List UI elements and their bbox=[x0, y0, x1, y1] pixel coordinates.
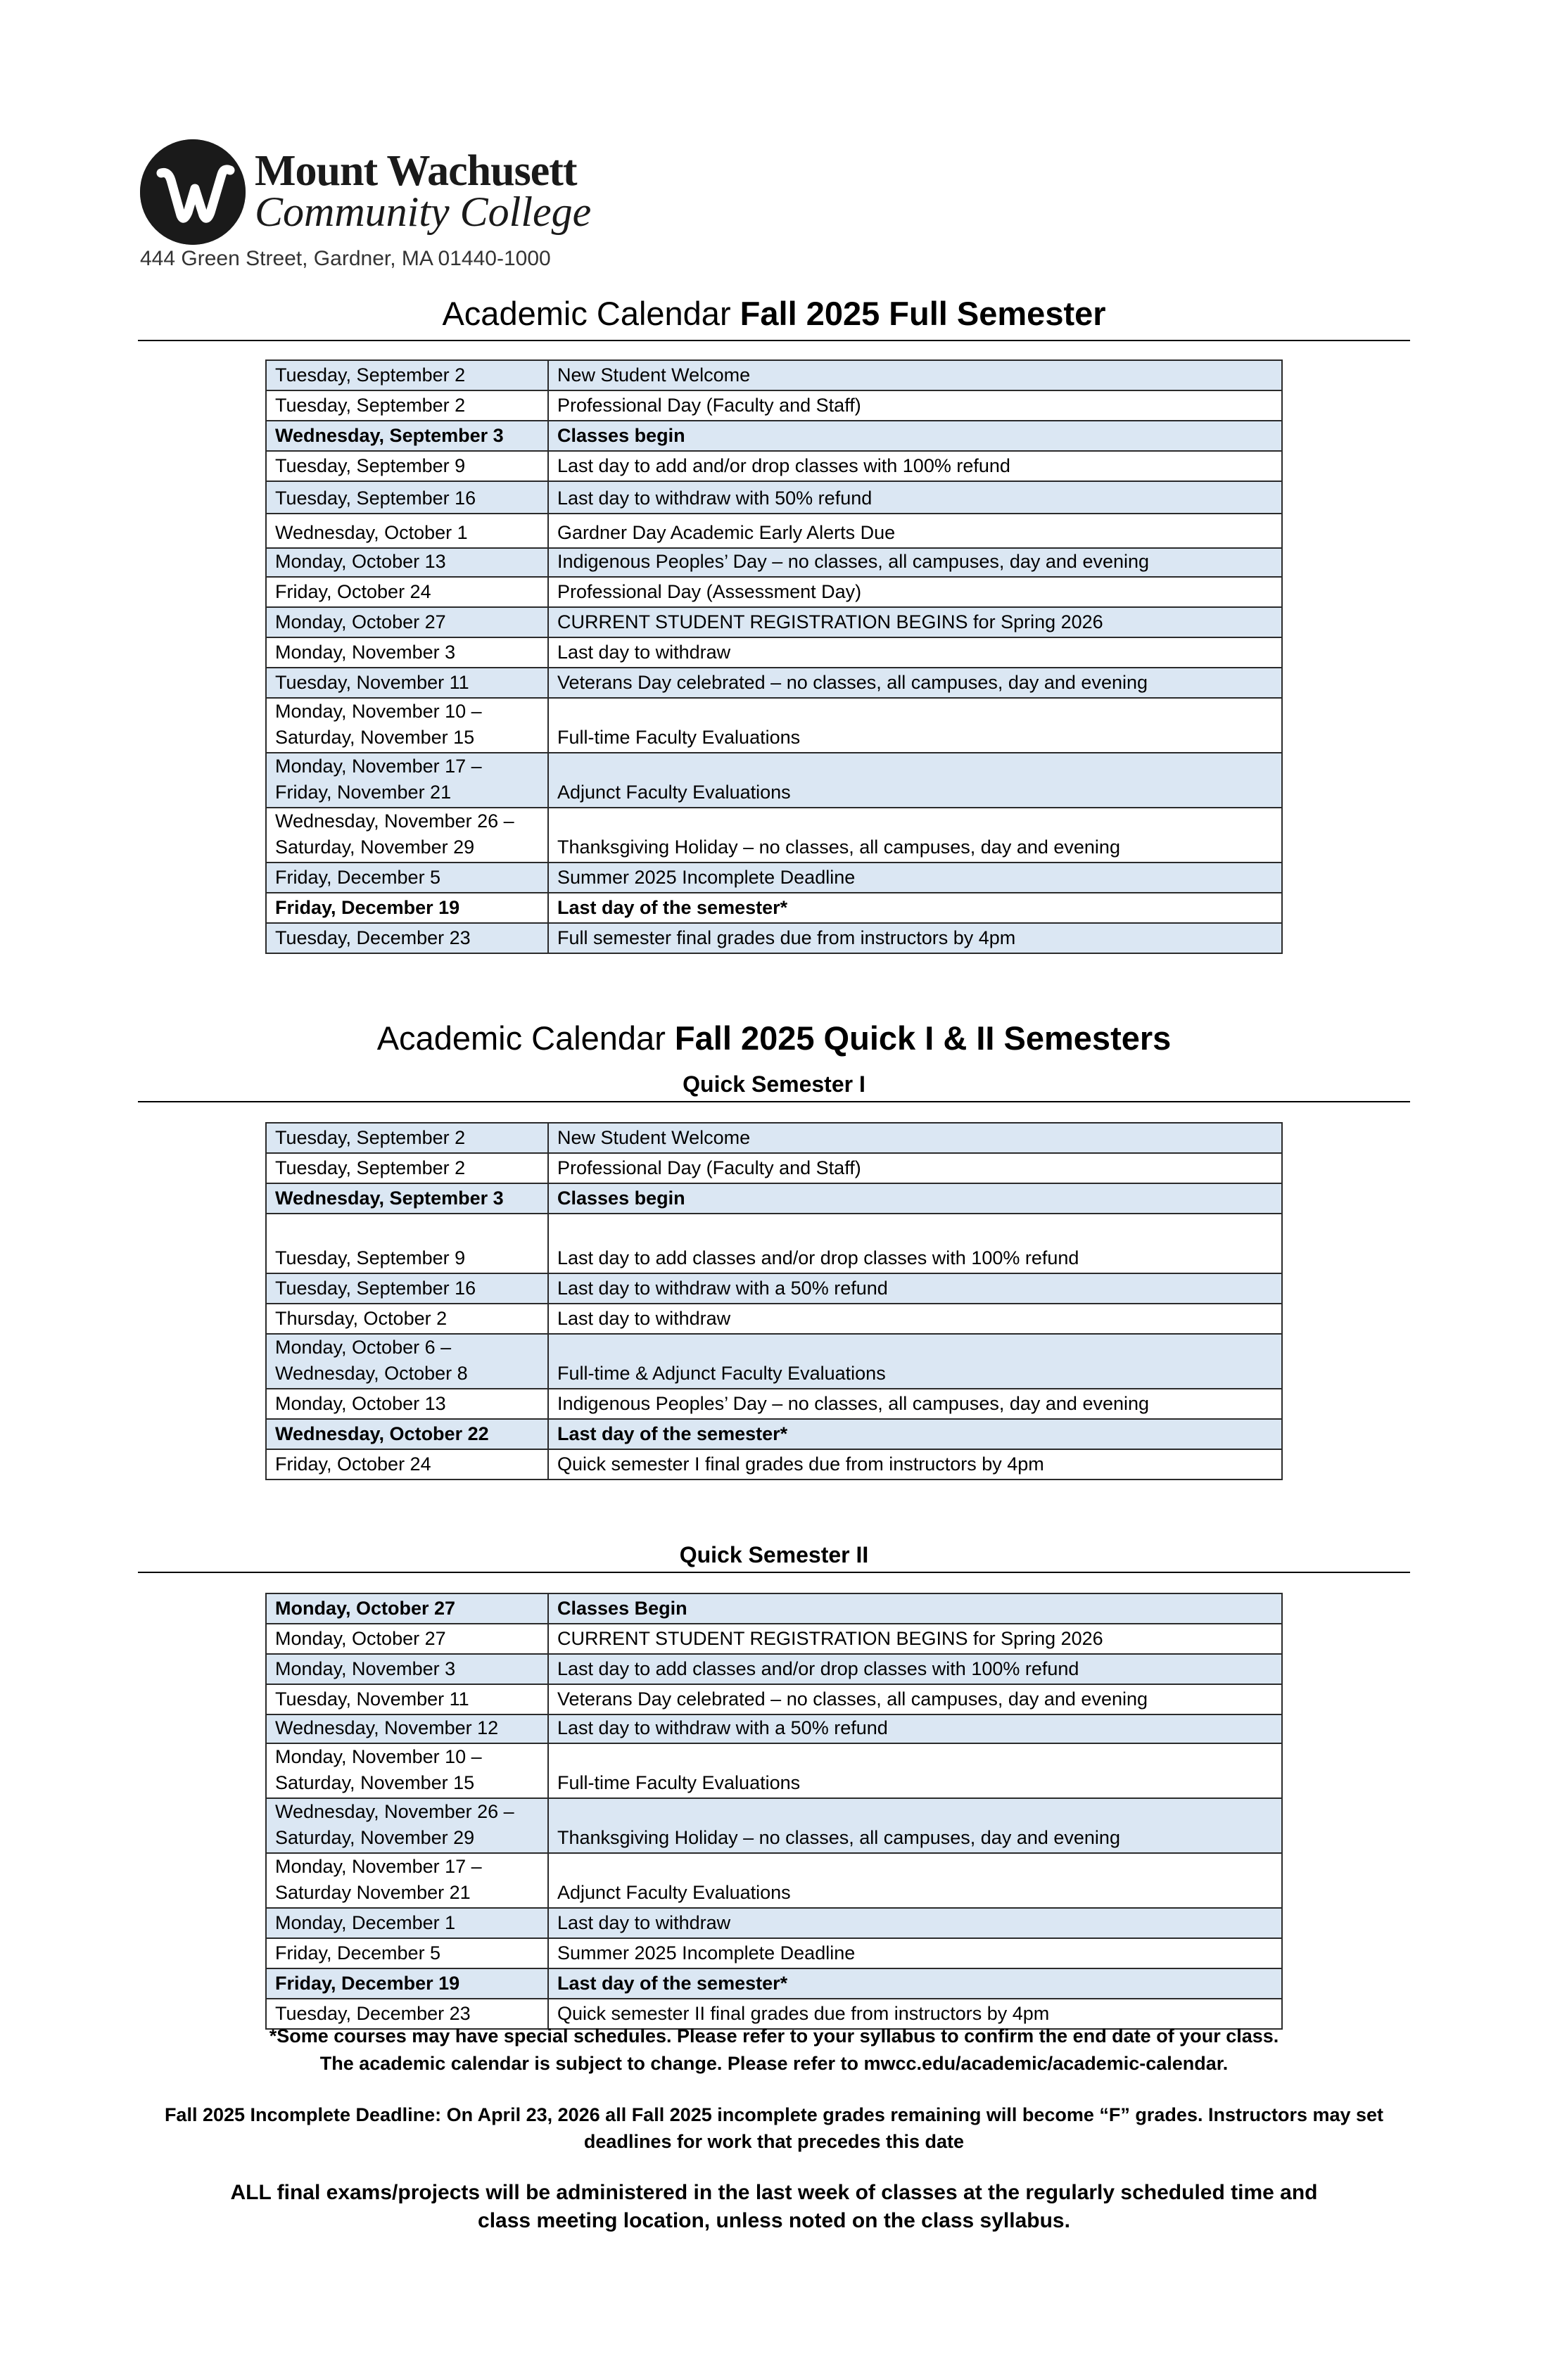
table-row bbox=[266, 1123, 1282, 1153]
row-date: Saturday, November 29 bbox=[275, 836, 475, 858]
row-date: Monday, December 1 bbox=[275, 1912, 456, 1933]
row-date: Wednesday, October 22 bbox=[275, 1423, 489, 1444]
row-date: Monday, October 27 bbox=[275, 1628, 446, 1649]
quick-semester-1-table bbox=[265, 1122, 1283, 1480]
row-date: Monday, November 10 – bbox=[275, 1746, 482, 1767]
row-event: Adjunct Faculty Evaluations bbox=[557, 782, 791, 803]
row-event: Last day to add and/or drop classes with 100% refund bbox=[557, 455, 1010, 476]
row-date: Tuesday, September 9 bbox=[275, 1247, 466, 1268]
row-date: Saturday November 21 bbox=[275, 1882, 471, 1903]
row-date: Tuesday, September 2 bbox=[275, 364, 466, 386]
quick-semester-2-table bbox=[265, 1593, 1283, 2030]
row-date: Tuesday, September 2 bbox=[275, 1157, 466, 1178]
row-date: Wednesday, November 26 – bbox=[275, 810, 514, 832]
full-semester-title: Academic Calendar Fall 2025 Full Semester bbox=[442, 295, 1106, 332]
table-row bbox=[266, 1743, 1282, 1798]
row-date: Wednesday, October 8 bbox=[275, 1363, 468, 1384]
row-event: Classes begin bbox=[557, 1188, 685, 1209]
row-event: Adjunct Faculty Evaluations bbox=[557, 1882, 791, 1903]
row-event: Last day to withdraw with 50% refund bbox=[557, 488, 873, 509]
mwcc-w-logo-icon bbox=[140, 139, 246, 245]
table-row bbox=[266, 1938, 1282, 1968]
row-date: Monday, October 27 bbox=[275, 1598, 456, 1619]
row-date: Friday, October 24 bbox=[275, 1453, 431, 1475]
row-event: Veterans Day celebrated – no classes, all campuses, day and evening bbox=[557, 672, 1148, 693]
row-event: Last day of the semester* bbox=[557, 1973, 788, 1994]
row-date: Friday, December 5 bbox=[275, 1942, 441, 1964]
row-date: Wednesday, November 12 bbox=[275, 1717, 499, 1738]
table-row bbox=[266, 1449, 1282, 1479]
row-event: CURRENT STUDENT REGISTRATION BEGINS for Spring 2026 bbox=[557, 1628, 1103, 1649]
row-event: Indigenous Peoples’ Day – no classes, all campuses, day and evening bbox=[557, 1393, 1150, 1414]
row-date: Monday, November 3 bbox=[275, 642, 456, 663]
divider bbox=[138, 1101, 1410, 1102]
row-event: Professional Day (Assessment Day) bbox=[557, 581, 862, 602]
college-address: 444 Green Street, Gardner, MA 01440-1000 bbox=[140, 247, 551, 270]
table-row bbox=[266, 1798, 1282, 1853]
table-row bbox=[266, 1334, 1282, 1389]
row-event: Last day to withdraw bbox=[557, 1912, 731, 1933]
college-name-line1: Mount Wachusett bbox=[255, 147, 577, 195]
row-date: Saturday, November 29 bbox=[275, 1827, 475, 1848]
row-date: Tuesday, September 9 bbox=[275, 455, 466, 476]
row-event: Last day of the semester* bbox=[557, 1423, 788, 1444]
row-date: Monday, November 10 – bbox=[275, 701, 482, 722]
table-row bbox=[266, 390, 1282, 421]
table-row bbox=[266, 863, 1282, 893]
table-row bbox=[266, 360, 1282, 390]
table-row bbox=[266, 1968, 1282, 1999]
row-event: Indigenous Peoples’ Day – no classes, all campuses, day and evening bbox=[557, 551, 1150, 572]
table-row bbox=[266, 668, 1282, 698]
table-row bbox=[266, 1714, 1282, 1743]
row-event: Full-time & Adjunct Faculty Evaluations bbox=[557, 1363, 886, 1384]
table-row bbox=[266, 607, 1282, 637]
row-date: Wednesday, September 3 bbox=[275, 1188, 504, 1209]
table-row bbox=[266, 1183, 1282, 1214]
row-date: Wednesday, October 1 bbox=[275, 522, 468, 543]
divider bbox=[138, 1572, 1410, 1573]
row-event: Summer 2025 Incomplete Deadline bbox=[557, 1942, 856, 1964]
table-row bbox=[266, 1389, 1282, 1419]
table-row bbox=[266, 1908, 1282, 1938]
table-row bbox=[266, 698, 1282, 753]
row-event: Full-time Faculty Evaluations bbox=[557, 1772, 801, 1793]
row-event: Gardner Day Academic Early Alerts Due bbox=[557, 522, 896, 543]
table-row bbox=[266, 577, 1282, 607]
table-row bbox=[266, 1214, 1282, 1273]
table-row bbox=[266, 1153, 1282, 1183]
table-row bbox=[266, 1654, 1282, 1684]
table-row bbox=[266, 1593, 1282, 1624]
row-event: Veterans Day celebrated – no classes, all campuses, day and evening bbox=[557, 1688, 1148, 1710]
row-event: Classes begin bbox=[557, 425, 685, 446]
row-event: Thanksgiving Holiday – no classes, all campuses, day and evening bbox=[557, 1827, 1120, 1848]
quick-semesters-title: Academic Calendar Fall 2025 Quick I & II Semesters bbox=[376, 1019, 1172, 1057]
row-date: Friday, October 24 bbox=[275, 581, 431, 602]
row-event: CURRENT STUDENT REGISTRATION BEGINS for Spring 2026 bbox=[557, 611, 1103, 632]
quick-semester-1-title: Quick Semester I bbox=[683, 1071, 865, 1097]
incomplete-deadline-note: Fall 2025 Incomplete Deadline: On April 23, 2026 all Fall 2025 incomplete grades remaining will become “F” grades. Instructors may set bbox=[164, 2104, 1384, 2125]
row-date: Friday, December 19 bbox=[275, 1973, 460, 1994]
row-date: Tuesday, September 16 bbox=[275, 1278, 476, 1299]
table-row bbox=[266, 481, 1282, 514]
row-date: Saturday, November 15 bbox=[275, 727, 475, 748]
table-row bbox=[266, 421, 1282, 451]
row-event: New Student Welcome bbox=[557, 364, 751, 386]
table-row bbox=[266, 893, 1282, 923]
divider bbox=[138, 340, 1410, 341]
table-row bbox=[266, 753, 1282, 808]
final-exams-note-cont: class meeting location, unless noted on the class syllabus. bbox=[478, 2209, 1070, 2232]
row-date: Tuesday, September 16 bbox=[275, 488, 476, 509]
incomplete-deadline-note-cont: deadlines for work that precedes this date bbox=[583, 2131, 965, 2152]
row-event: Last day to add classes and/or drop classes with 100% refund bbox=[557, 1658, 1079, 1679]
row-event: Last day to withdraw with a 50% refund bbox=[557, 1278, 888, 1299]
row-date: Thursday, October 2 bbox=[275, 1308, 448, 1329]
row-date: Tuesday, December 23 bbox=[275, 2003, 471, 2024]
row-event: Full-time Faculty Evaluations bbox=[557, 727, 801, 748]
row-date: Monday, October 13 bbox=[275, 551, 446, 572]
table-row bbox=[266, 1684, 1282, 1714]
row-date: Friday, December 5 bbox=[275, 867, 441, 888]
college-name-line2: Community College bbox=[255, 189, 592, 235]
table-row bbox=[266, 514, 1282, 548]
row-date: Monday, November 3 bbox=[275, 1658, 456, 1679]
row-date: Monday, October 13 bbox=[275, 1393, 446, 1414]
row-date: Saturday, November 15 bbox=[275, 1772, 475, 1793]
row-date: Wednesday, September 3 bbox=[275, 425, 504, 446]
row-date: Tuesday, November 11 bbox=[275, 1688, 469, 1710]
table-row bbox=[266, 808, 1282, 863]
row-date: Wednesday, November 26 – bbox=[275, 1801, 514, 1822]
row-date: Monday, October 27 bbox=[275, 611, 446, 632]
row-date: Tuesday, September 2 bbox=[275, 1127, 466, 1148]
subject-to-change-note: The academic calendar is subject to change. Please refer to mwcc.edu/academic/academic-calendar. bbox=[319, 2053, 1229, 2074]
row-event: Summer 2025 Incomplete Deadline bbox=[557, 867, 856, 888]
row-event: Last day to withdraw bbox=[557, 642, 731, 663]
row-event: Last day to add classes and/or drop classes with 100% refund bbox=[557, 1247, 1079, 1268]
row-date: Monday, November 17 – bbox=[275, 756, 482, 777]
table-row bbox=[266, 548, 1282, 577]
quick-semester-2-title: Quick Semester II bbox=[679, 1542, 869, 1567]
row-event: Classes Begin bbox=[557, 1598, 687, 1619]
row-date: Friday, December 19 bbox=[275, 897, 460, 918]
table-row bbox=[266, 1273, 1282, 1304]
row-event: Professional Day (Faculty and Staff) bbox=[557, 395, 861, 416]
row-event: Last day of the semester* bbox=[557, 897, 788, 918]
row-event: New Student Welcome bbox=[557, 1127, 751, 1148]
table-row bbox=[266, 1419, 1282, 1449]
row-event: Professional Day (Faculty and Staff) bbox=[557, 1157, 861, 1178]
row-date: Monday, October 6 – bbox=[275, 1337, 452, 1358]
row-event: Last day to withdraw with a 50% refund bbox=[557, 1717, 888, 1738]
row-event: Quick semester I final grades due from instructors by 4pm bbox=[557, 1453, 1044, 1475]
table-row bbox=[266, 1624, 1282, 1654]
row-date: Monday, November 17 – bbox=[275, 1856, 482, 1877]
table-row bbox=[266, 1304, 1282, 1334]
row-event: Full semester final grades due from instructors by 4pm bbox=[557, 927, 1016, 948]
row-date: Friday, November 21 bbox=[275, 782, 452, 803]
row-date: Tuesday, September 2 bbox=[275, 395, 466, 416]
table-row bbox=[266, 923, 1282, 953]
table-row bbox=[266, 451, 1282, 481]
table-row bbox=[266, 1853, 1282, 1908]
final-exams-note: ALL final exams/projects will be administered in the last week of classes at the regularly scheduled time and bbox=[230, 2181, 1318, 2204]
row-date: Tuesday, November 11 bbox=[275, 672, 469, 693]
full-semester-table bbox=[265, 359, 1283, 954]
row-event: Last day to withdraw bbox=[557, 1308, 731, 1329]
row-event: Thanksgiving Holiday – no classes, all campuses, day and evening bbox=[557, 836, 1120, 858]
row-event: Quick semester II final grades due from instructors by 4pm bbox=[557, 2003, 1050, 2024]
table-row bbox=[266, 637, 1282, 668]
special-schedules-note: *Some courses may have special schedules. Please refer to your syllabus to confirm the end date of your class. bbox=[269, 2025, 1279, 2047]
row-date: Tuesday, December 23 bbox=[275, 927, 471, 948]
